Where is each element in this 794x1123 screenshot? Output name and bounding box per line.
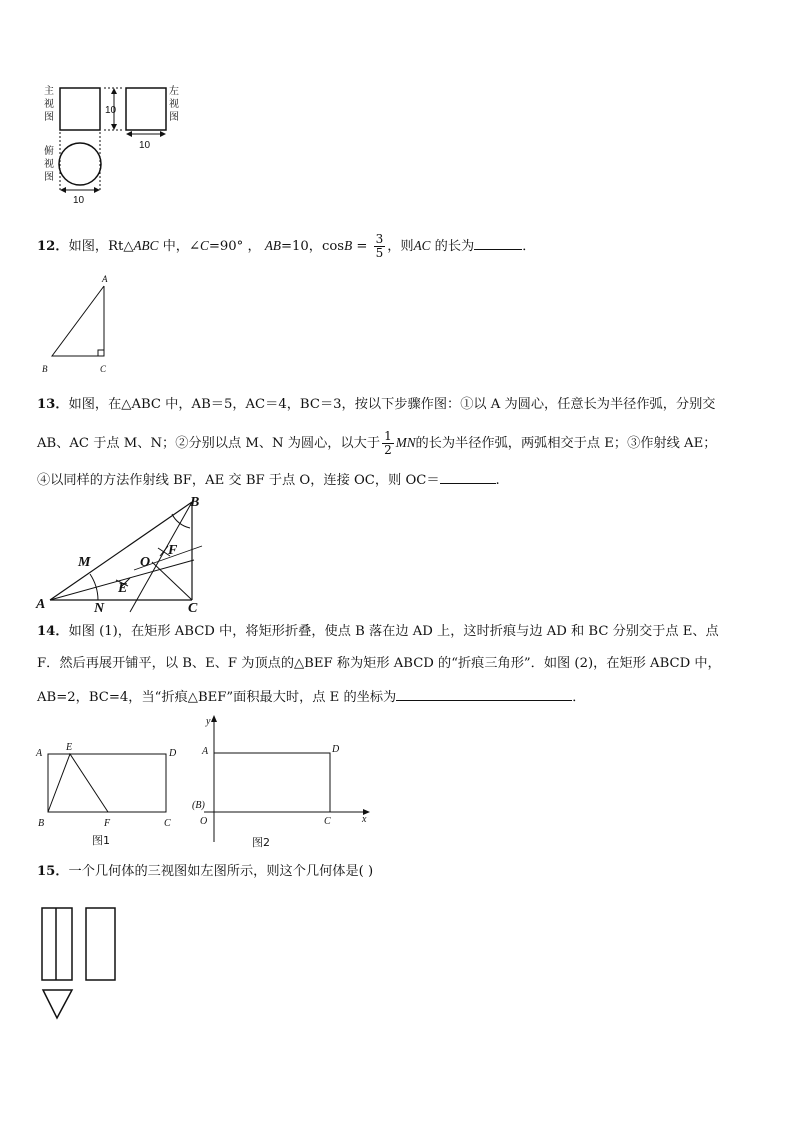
- question-14-line-3: [37, 686, 585, 707]
- fig1-label-e: E: [66, 742, 73, 753]
- q14-figure-2: [186, 712, 376, 852]
- question-14-line-2: [37, 655, 721, 673]
- q13-label-c: C: [188, 601, 198, 616]
- q15-front-view: [42, 908, 72, 980]
- q13-label-e: E: [118, 581, 128, 596]
- q13-frac-den: 2: [384, 443, 392, 457]
- q15-number: 15．: [37, 864, 69, 879]
- q13-label-o: O: [140, 555, 151, 570]
- q12-figure: [36, 270, 126, 378]
- q13-label-m: M: [78, 555, 91, 570]
- q12-ac: AC: [413, 238, 431, 253]
- dim-top-width: 10: [73, 195, 85, 206]
- q13-frac-num: 1: [384, 429, 392, 443]
- three-views-figure: [36, 78, 196, 210]
- dim-left-width: 10: [139, 140, 151, 151]
- q13-number: 13．: [37, 397, 69, 412]
- top-label-1: 俯: [44, 146, 54, 157]
- fig2-label-x: x: [362, 814, 367, 825]
- fig2-label-b: (B): [192, 800, 205, 811]
- q12-label-b: B: [42, 364, 48, 374]
- question-12: [37, 233, 535, 260]
- q12-ab: AB: [264, 238, 281, 253]
- q12-eq: =: [352, 239, 372, 254]
- left-label-3: 图: [169, 112, 179, 123]
- front-label-3: 图: [44, 112, 54, 123]
- q13-label-b: B: [190, 495, 200, 510]
- fig2-label-d: D: [332, 744, 340, 755]
- top-label-2: 视: [44, 159, 54, 170]
- q13-text: 的长为半径作弧，两弧相交于点 E；③作射线 AE；: [415, 436, 717, 451]
- q12-angle: C: [200, 238, 209, 253]
- q14-text: 如图 (1)，在矩形 ABCD 中，将矩形折叠，使点 B 落在边 AD 上，这时折痕与边 AD 和 BC 分别交于点 E、点: [68, 624, 719, 639]
- q15-text: 一个几何体的三视图如左图所示，则这个几何体是( ): [68, 864, 374, 879]
- q12-frac-den: 5: [375, 246, 384, 260]
- q12-number: 12．: [37, 239, 69, 254]
- q12-label-a: A: [102, 274, 108, 284]
- top-view-circle: [59, 143, 101, 185]
- q14-answer-blank[interactable]: [396, 686, 572, 701]
- q13-text: 如图，在△ABC 中，AB＝5，AC＝4，BC＝3，按以下步骤作图：①以 A 为圆心，任意长为半径作弧，分别交: [68, 397, 716, 412]
- q13-end: .: [495, 473, 500, 488]
- q13-text: AB、AC 于点 M、N；②分别以点 M、N 为圆心，以大于: [37, 436, 381, 451]
- left-view-square: [126, 88, 166, 130]
- q13-label-f: F: [168, 543, 178, 558]
- question-13-line-2: [37, 430, 716, 457]
- left-label-2: 视: [169, 99, 179, 110]
- question-14-line-1: [37, 623, 719, 641]
- q15-top-view: [43, 990, 72, 1018]
- front-label-2: 视: [44, 99, 54, 110]
- q12-end: ．: [522, 239, 536, 254]
- q14-text: AB=2，BC=4，当“折痕△BEF”面积最大时，点 E 的坐标为: [37, 690, 397, 705]
- q12-text: 如图，Rt△: [68, 239, 134, 254]
- q12-text: =10，cos: [280, 239, 345, 254]
- front-view-square: [60, 88, 100, 130]
- q12-fraction: [374, 233, 386, 260]
- fig2-caption: 图2: [252, 836, 270, 849]
- q13-label-a: A: [36, 597, 46, 612]
- left-label-1: 左: [169, 86, 179, 97]
- q14-figure-1: [34, 738, 184, 850]
- q14-text: F．然后再展开铺平，以 B、E、F 为顶点的△BEF 称为矩形 ABCD 的“折痕三角形”．如图 (2)，在矩形 ABCD 中，: [37, 656, 721, 671]
- q15-side-view: [86, 908, 115, 980]
- q13-text: ④以同样的方法作射线 BF，AE 交 BF 于点 O，连接 OC，则 OC＝: [37, 473, 440, 488]
- front-label-1: 主: [44, 86, 54, 97]
- fig2-label-a: A: [202, 746, 209, 757]
- q12-text: 的长为: [430, 239, 475, 254]
- q15-three-views: [36, 904, 126, 1024]
- q12-text: 中，∠: [158, 239, 201, 254]
- q12-frac-num: 3: [375, 232, 384, 246]
- q12-triangle: ABC: [133, 238, 159, 253]
- fig1-label-c: C: [164, 818, 171, 829]
- top-label-3: 图: [44, 172, 54, 183]
- q12-b: B: [344, 238, 353, 253]
- q13-mn: MN: [395, 435, 416, 450]
- question-15: [37, 863, 373, 881]
- q13-answer-blank[interactable]: [440, 469, 496, 484]
- question-13-line-1: [37, 396, 716, 414]
- q13-fraction: [382, 430, 394, 457]
- fig2-label-y: y: [206, 716, 211, 727]
- fig1-label-b: B: [38, 818, 45, 829]
- fig2-label-o: O: [200, 816, 208, 827]
- q14-end: ．: [572, 690, 586, 705]
- q12-answer-blank[interactable]: [474, 235, 522, 250]
- fig1-caption: 图1: [92, 834, 110, 847]
- question-13-line-3: [37, 469, 500, 490]
- fig1-label-f: F: [104, 818, 111, 829]
- fig1-label-d: D: [169, 748, 177, 759]
- q13-figure: [34, 490, 214, 618]
- fig1-label-a: A: [36, 748, 43, 759]
- dim-height: 10: [105, 105, 117, 116]
- q12-text: ，则: [387, 239, 414, 254]
- q14-number: 14．: [37, 624, 69, 639]
- q12-label-c: C: [100, 364, 107, 374]
- q12-text: =90° ，: [208, 239, 265, 254]
- fig2-label-c: C: [324, 816, 331, 827]
- q13-label-n: N: [94, 601, 105, 616]
